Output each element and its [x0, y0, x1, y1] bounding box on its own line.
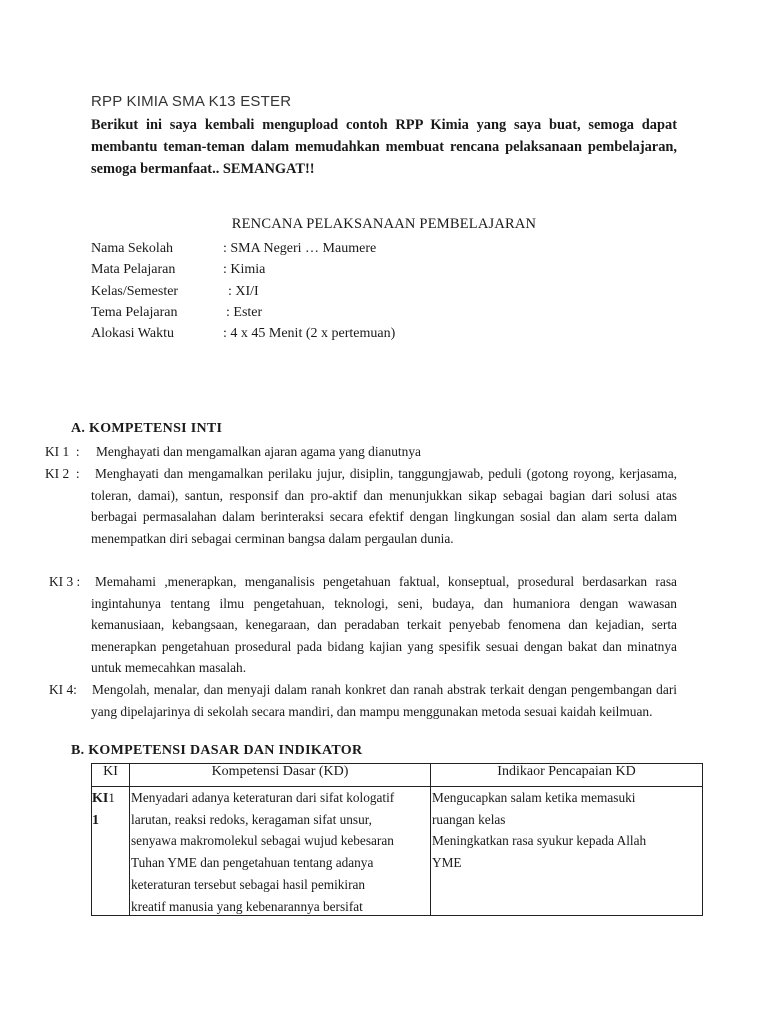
identity-block	[91, 238, 395, 344]
indikator-lines	[431, 787, 702, 874]
indikator-cell	[431, 787, 703, 916]
ki-text: Mengolah, menalar, dan menyaji dalam ranah konkret dan ranah abstrak terkait dengan pengembangan dari yang dipelajarinya di sekolah secara mandiri, dan mampu menggunakan metoda sesuai kaidah keilmuan.	[91, 682, 677, 719]
ki-text: Menghayati dan mengamalkan ajaran agama yang dianutnya	[96, 444, 421, 459]
table-header-row	[92, 764, 703, 787]
identity-row	[91, 259, 395, 280]
indikator-line: Meningkatkan rasa syukur kepada Allah	[432, 833, 647, 849]
table-row	[92, 787, 703, 916]
ki-cell-sub: 1	[108, 790, 115, 805]
identity-row	[91, 238, 395, 259]
section-b-heading: B. KOMPETENSI DASAR DAN INDIKATOR	[71, 743, 363, 758]
intro-text: Berikut ini saya kembali mengupload contoh RPP Kimia yang saya buat, semoga dapat membantu teman-teman dalam memudahkan membuat rencana pelaksanaan pembelajaran, semoga bermanfaat.. SEMANGAT!!	[91, 117, 677, 177]
intro-paragraph	[91, 115, 677, 180]
ki-label: KI 3 :	[49, 574, 81, 589]
identity-value: : Kimia	[223, 262, 266, 278]
identity-row	[91, 302, 395, 323]
indikator-line: YME	[432, 855, 462, 871]
identity-label: Kelas/Semester	[91, 283, 179, 299]
identity-value: : Ester	[226, 304, 263, 320]
header-kd: Kompetensi Dasar (KD)	[130, 764, 431, 787]
document-title: RPP KIMIA SMA K13 ESTER	[91, 93, 292, 110]
identity-row	[91, 323, 395, 344]
kd-table	[91, 763, 703, 916]
ki-text: Memahami ,menerapkan, menganalisis pengetahuan faktual, konseptual, prosedural berdasarkan rasa ingintahunya tentang ilmu pengetahuan, teknologi, seni, budaya, dan humaniora dengan wawasan kemanusiaan, kebangsaan, kenegaraan, dan peradaban terkait penyebab fenomena dan kejadian, serta menerapkan pengetahuan prosedural pada bidang kajian yang spesifik sesuai dengan bakat dan minatnya untuk memecahkan masalah.	[91, 574, 677, 676]
kd-line: Menyadari adanya keteraturan dari sifat kologatif	[131, 790, 395, 805]
indikator-line: ruangan kelas	[432, 811, 506, 827]
rpp-heading: RENCANA PELAKSANAAN PEMBELAJARAN	[231, 216, 537, 232]
kd-line: larutan, reaksi redoks, keragaman sifat unsur,	[131, 811, 372, 827]
ki-cell-label: KI	[92, 791, 109, 806]
kd-line: kreatif manusia yang kebenarannya bersifat	[131, 898, 363, 914]
section-a-heading: A. KOMPETENSI INTI	[71, 421, 223, 436]
identity-label: Tema Pelajaran	[91, 304, 178, 320]
kd-line: senyawa makromolekul sebagai wujud kebesaran	[131, 833, 394, 849]
ki-label: KI 2 :	[45, 466, 80, 481]
kd-line: keteraturan tersebut sebagai hasil pemikiran	[131, 876, 366, 892]
ki-cell-number: 1	[92, 812, 99, 828]
identity-label: Alokasi Waktu	[91, 326, 174, 342]
indikator-line: Mengucapkan salam ketika memasuki	[432, 790, 636, 805]
kd-lines	[130, 787, 430, 915]
ki-label: KI 1 :	[45, 444, 80, 459]
kd-cell	[130, 787, 431, 916]
kd-line: Tuhan YME dan pengetahuan tentang adanya	[131, 855, 374, 871]
identity-label: Nama Sekolah	[91, 241, 174, 256]
header-ki: KI	[92, 764, 130, 787]
identity-row	[91, 281, 395, 302]
identity-value: : XI/I	[228, 283, 259, 299]
identity-value: : 4 x 45 Menit (2 x pertemuan)	[223, 326, 396, 342]
ki-text: Menghayati dan mengamalkan perilaku jujur, disiplin, tanggungjawab, peduli (gotong royong, kerjasama, toleran, damai), santun, responsif dan pro-aktif dan menunjukkan sikap sebagai bagian dari solusi atas berbagai permasalahan dalam berinteraksi secara efektif dengan lingkungan sosial dan alam serta dalam menempatkan diri sebagai cerminan bangsa dalam pergaulan dunia.	[91, 466, 677, 546]
ki-cell	[92, 787, 130, 916]
ki-label: KI 4:	[49, 682, 77, 697]
header-indikator: Indikaor Pencapaian KD	[431, 764, 703, 787]
identity-label: Mata Pelajaran	[91, 262, 176, 278]
identity-value: : SMA Negeri … Maumere	[223, 241, 377, 256]
